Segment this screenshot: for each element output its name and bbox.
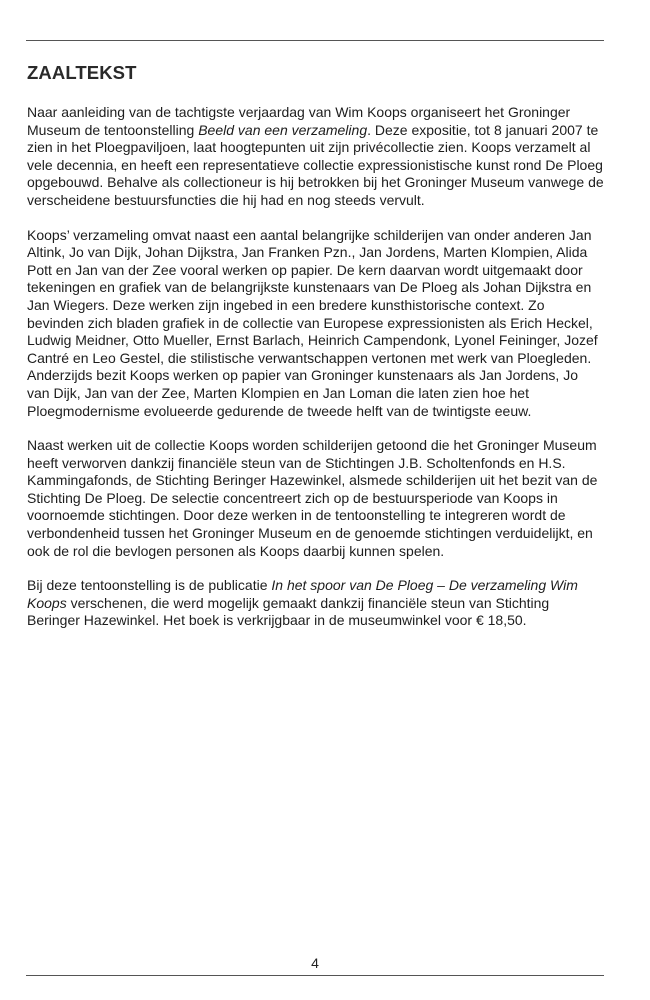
text-run: Ploegmodernisme evolueerde gedurende de tweede helft van de twintigste eeuw. [27, 402, 532, 419]
text-line [27, 244, 617, 262]
footer-rule [26, 975, 604, 976]
text-run: verschenen, die werd mogelijk gemaakt dankzij financiële steun van Stichting [66, 594, 550, 611]
text-line [27, 595, 617, 613]
text-run: Cantré en Leo Gestel, die stilistische verwantschappen vertonen met werk van Ploegleden. [27, 349, 592, 366]
italic-title-text: In het spoor van De Ploeg – De verzameling Wim [271, 577, 578, 594]
text-run: Pott en Jan van der Zee vooral werken op papier. De kern daarvan wordt uitgemaakt door [27, 261, 583, 278]
text-run: Anderzijds bezit Koops werken op papier van Groninger kunstenaars als Jan Jordens, Jo [27, 367, 578, 384]
text-run: vele decennia, en heeft een representatieve collectie expressionistische kunst rond De Ploeg [27, 156, 603, 173]
text-run: Koops’ verzameling omvat naast een aantal belangrijke schilderijen van onder anderen Jan [27, 226, 592, 243]
text-run: ook de rol die bevlogen personen als Koops daarbij kunnen spelen. [27, 542, 445, 559]
text-line [27, 455, 617, 473]
text-run: Naast werken uit de collectie Koops worden schilderijen getoond die het Groninger Museum [27, 437, 597, 454]
text-line [27, 403, 617, 421]
text-run: Naar aanleiding van de tachtigste verjaardag van Wim Koops organiseert het Groninger [27, 104, 571, 120]
text-run: Altink, Jo van Dijk, Johan Dijkstra, Jan Franken Pzn., Jan Jordens, Marten Klompien, Alida [27, 244, 588, 261]
text-run: voornoemde stichtingen. Door deze werken in de tentoonstelling te integreren wordt de [27, 507, 566, 524]
text-run: Stichting De Ploeg. De selectie concentreert zich op de bestuursperiode van Koops in [27, 489, 558, 506]
text-line [27, 227, 617, 245]
italic-title-text: Koops [27, 594, 67, 611]
text-line [27, 332, 617, 350]
text-run: bevinden zich bladen grafiek in de collectie van Europese expressionisten als Erich Heckel, [27, 314, 593, 331]
italic-title-text: Beeld van een verzameling [198, 121, 368, 138]
text-line [27, 122, 617, 140]
paragraph-publication [27, 577, 617, 630]
text-run: opgebouwd. Behalve als collectioneur is hij betrokken bij het Groninger Museum vanwege de [27, 174, 604, 191]
body-text [27, 104, 617, 647]
paragraph-collection [27, 227, 617, 421]
page-number: 4 [311, 955, 319, 971]
text-run: Kammingafonds, de Stichting Beringer Hazewinkel, alsmede schilderijen uit het bezit van de [27, 472, 598, 489]
text-line [27, 297, 617, 315]
text-line [27, 543, 617, 561]
text-line [27, 157, 617, 175]
text-run: Beringer Hazewinkel. Het boek is verkrijgbaar in de museumwinkel voor € 18,50. [27, 612, 527, 629]
text-line [27, 472, 617, 490]
text-run: heeft verworven dankzij financiële steun van de Stichtingen J.B. Scholtenfonds en H.S. [27, 454, 566, 471]
text-line [27, 577, 617, 595]
text-run: tekeningen en grafiek van de belangrijkste kunstenaars van De Ploeg als Johan Dijkstra en [27, 279, 592, 296]
text-line [27, 367, 617, 385]
text-line [27, 612, 617, 630]
text-run: Ludwig Meidner, Otto Mueller, Ernst Barlach, Heinrich Campendonk, Lyonel Feininger, Jozef [27, 332, 598, 349]
text-run: Bij deze tentoonstelling is de publicatie [27, 577, 272, 594]
text-line [27, 507, 617, 525]
text-line [27, 174, 617, 192]
text-run: Museum de tentoonstelling [27, 121, 199, 138]
text-run: Jan Wiegers. Deze werken zijn ingebed in een bredere kunsthistorische context. Zo [27, 296, 545, 313]
text-line [27, 279, 617, 297]
paragraph-foundations [27, 437, 617, 560]
text-line [27, 385, 617, 403]
text-line [27, 490, 617, 508]
text-run: zien in het Ploegpaviljoen, laat hoogtepunten uit zijn privécollectie zien. Koops verzamelt al [27, 139, 591, 156]
text-line [27, 262, 617, 280]
text-run: . Deze expositie, tot 8 januari 2007 te [367, 121, 599, 138]
header-rule [26, 40, 604, 41]
text-line [27, 525, 617, 543]
text-line [27, 315, 617, 333]
text-line [27, 104, 617, 122]
text-run: van Dijk, Jan van der Zee, Marten Klompien en Jan Loman die laten zien hoe het [27, 384, 529, 401]
paragraph-intro [27, 104, 617, 210]
text-run: verbondenheid tussen het Groninger Museum en de genoemde stichtingen verduidelijkt, en [27, 525, 593, 542]
text-line [27, 350, 617, 368]
text-run: verscheidene bestuursfuncties die hij had en nog steeds vervult. [27, 191, 425, 208]
text-line [27, 192, 617, 210]
page-title: ZAALTEKST [27, 62, 137, 83]
text-line [27, 437, 617, 455]
text-line [27, 139, 617, 157]
